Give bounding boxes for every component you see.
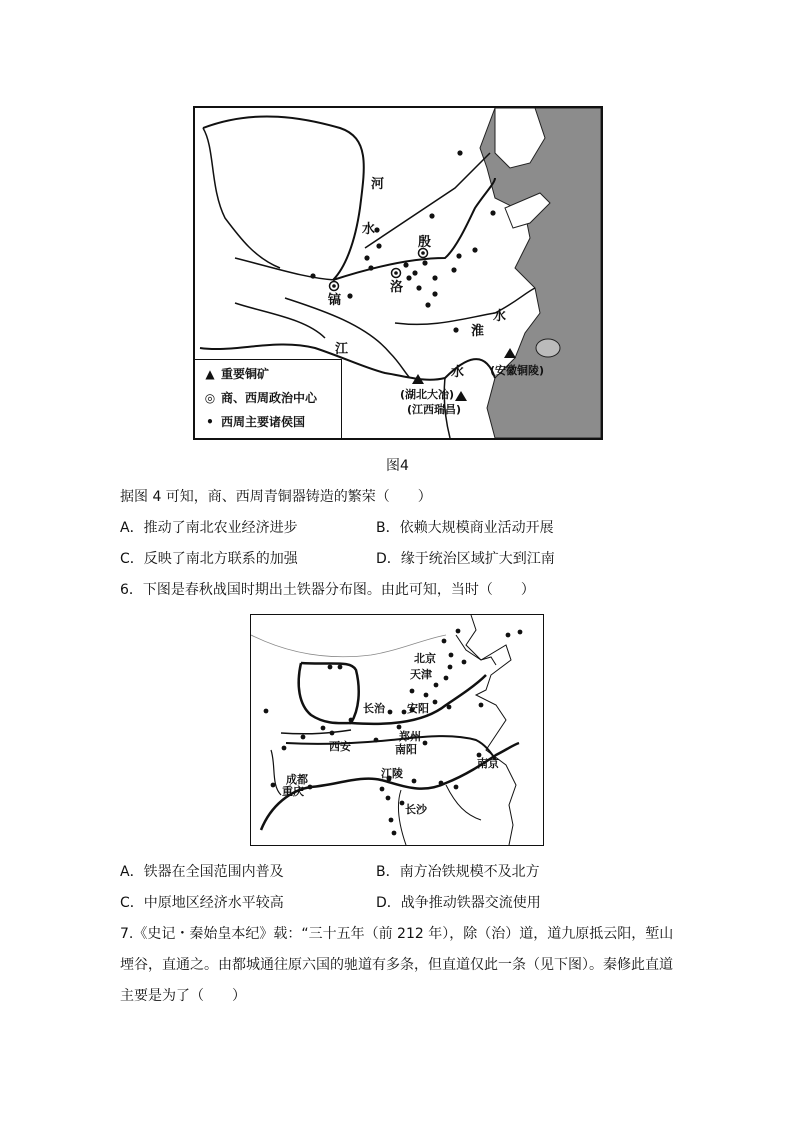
label-huai: 淮 bbox=[471, 324, 485, 339]
legend-center: ◎ 商、西周政治中心 bbox=[204, 391, 318, 405]
triangle-icon: ▲ bbox=[205, 367, 215, 381]
yellow-river-upper bbox=[203, 128, 280, 268]
river-southeast bbox=[446, 785, 481, 820]
legend-copper: ▲ 重要铜矿 bbox=[203, 366, 269, 382]
label-hao: 镐 bbox=[328, 293, 342, 308]
han-river bbox=[286, 736, 496, 760]
dot-icon: • bbox=[206, 415, 214, 429]
label-shui2: 水 bbox=[493, 309, 507, 324]
river-south bbox=[399, 790, 406, 845]
bullseye-icon: ◎ bbox=[204, 391, 216, 405]
coastline bbox=[466, 615, 516, 845]
label-shui1: 水 bbox=[362, 222, 376, 237]
figure-4-caption: 图4 bbox=[386, 458, 409, 474]
q7-line-1: 7.《史记・秦始皇本纪》载：“三十五年（前 212 年），除（治）道，道九原抵云阳，堑山 bbox=[120, 926, 674, 942]
q6-stem: 6．下图是春秋战国时期出土铁器分布图。由此可知，当时（ ） bbox=[120, 582, 535, 598]
label-tianjin: 天津 bbox=[410, 668, 432, 681]
river-southwest bbox=[271, 750, 281, 795]
yellow-river-loop bbox=[299, 663, 351, 723]
label-changsha: 长沙 bbox=[405, 803, 427, 816]
q6-option-d[interactable]: D．战争推动铁器交流使用 bbox=[376, 895, 541, 911]
q5-option-d[interactable]: D．缘于统治区域扩大到江南 bbox=[376, 551, 555, 567]
yellow-river bbox=[301, 663, 486, 724]
bohai-shore bbox=[456, 635, 496, 665]
label-chengdu: 成都 bbox=[286, 773, 308, 786]
label-anhui: (安徽铜陵) bbox=[490, 364, 545, 377]
map-legend bbox=[195, 359, 342, 438]
label-chongqing: 重庆 bbox=[282, 785, 304, 798]
label-luo: 洛 bbox=[390, 280, 404, 295]
river-west bbox=[235, 303, 325, 338]
label-shui3: 水 bbox=[451, 365, 465, 380]
huai-river bbox=[395, 288, 535, 324]
q5-option-a[interactable]: A．推动了南北农业经济进步 bbox=[120, 520, 298, 536]
sea-area bbox=[480, 108, 601, 438]
figure-4-map bbox=[193, 106, 603, 440]
label-jiangxi: (江西瑞昌) bbox=[407, 403, 462, 416]
legend-vassal: • 西周主要诸侯国 bbox=[203, 414, 305, 430]
q5-stem: 据图 4 可知，商、西周青铜器铸造的繁荣（ ） bbox=[120, 489, 432, 505]
label-nanyang: 南阳 bbox=[395, 743, 417, 756]
q5-option-b[interactable]: B．依赖大规模商业活动开展 bbox=[376, 520, 554, 536]
political-centers bbox=[330, 249, 428, 291]
q6-option-a[interactable]: A．铁器在全国范围内普及 bbox=[120, 864, 284, 880]
label-zhengzhou: 郑州 bbox=[399, 730, 421, 743]
wei-river bbox=[235, 258, 335, 280]
q5-option-c[interactable]: C．反映了南北方联系的加强 bbox=[120, 551, 298, 567]
iron-map-svg bbox=[251, 615, 543, 845]
river-north bbox=[365, 153, 490, 248]
label-anyang: 安阳 bbox=[407, 702, 429, 715]
label-xian: 西安 bbox=[329, 740, 351, 753]
label-nanjing: 南京 bbox=[477, 757, 499, 770]
yellow-river bbox=[203, 116, 495, 280]
label-yin: 殷 bbox=[418, 235, 432, 250]
q7-line-3: 主要是为了（ ） bbox=[120, 988, 246, 1004]
label-he: 河 bbox=[371, 177, 385, 192]
label-beijing: 北京 bbox=[414, 652, 436, 665]
q6-option-b[interactable]: B．南方冶铁规模不及北方 bbox=[376, 864, 540, 880]
iron-distribution-map bbox=[250, 614, 544, 846]
q7-line-2: 堙谷，直通之。由都城通往原六国的驰道有多条，但直道仅此一条（见下图）。秦修此直道 bbox=[120, 957, 673, 973]
label-changzhi: 长治 bbox=[363, 702, 385, 715]
label-jiang: 江 bbox=[335, 342, 349, 357]
lake bbox=[536, 339, 560, 357]
label-hubei: (湖北大冶) bbox=[400, 388, 455, 401]
label-jiangling: 江陵 bbox=[381, 767, 403, 780]
q6-option-c[interactable]: C．中原地区经济水平较高 bbox=[120, 895, 284, 911]
wei-river bbox=[281, 730, 351, 734]
